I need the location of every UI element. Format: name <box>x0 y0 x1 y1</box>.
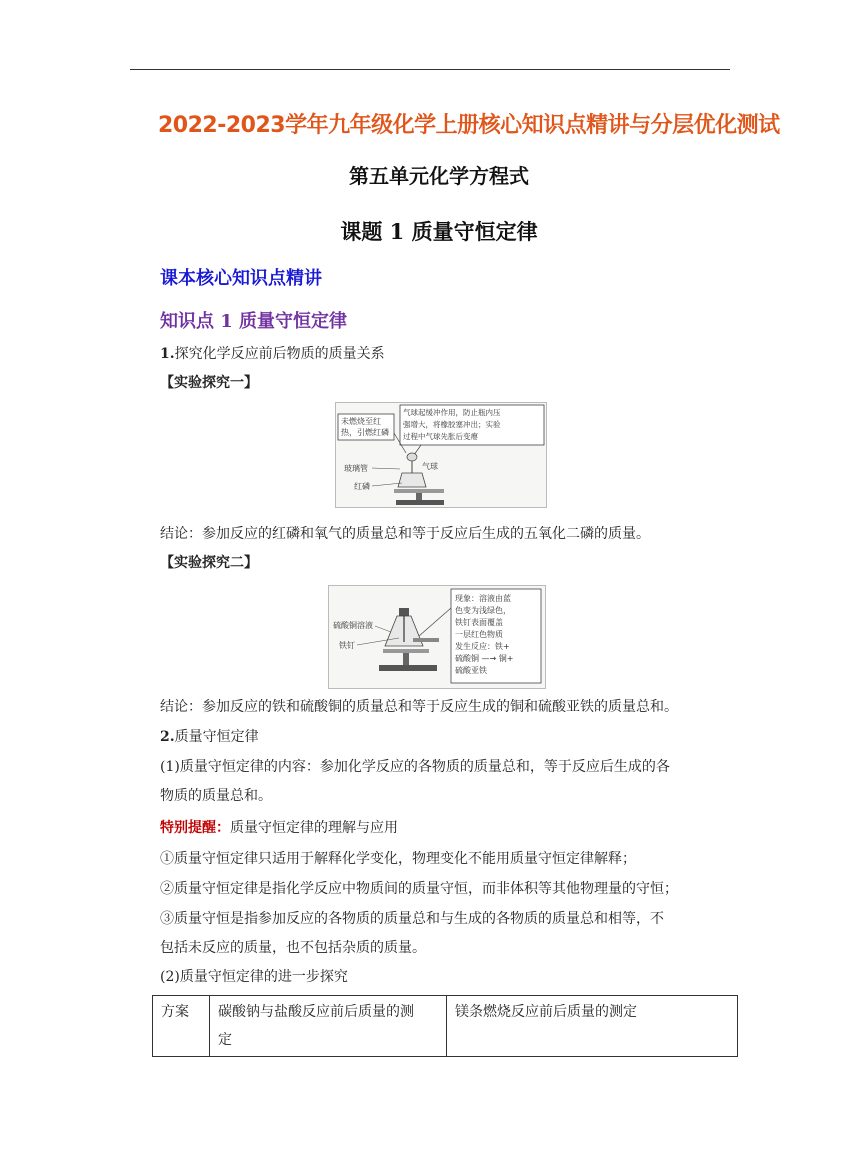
special-reminder-label: 特别提醒： <box>160 820 230 836</box>
reminder-point-3-line2: 包括未反应的质量，也不包括杂质的质量。 <box>160 940 426 956</box>
reminder-point-2: ②质量守恒定律是指化学反应中物质间的质量守恒，而非体积等其他物理量的守恒； <box>160 881 678 897</box>
reminder-point-3-line1: ③质量守恒是指参加反应的各物质的质量总和与生成的各物质的质量总和相等，不 <box>160 911 664 927</box>
fig1-left-callout-line2: 热，引燃红磷 <box>341 428 389 437</box>
reminder-point-1: ①质量守恒定律只适用于解释化学变化，物理变化不能用质量守恒定律解释； <box>160 851 636 867</box>
fig1-right-callout-line3: 过程中气球先胀后变瘪 <box>403 432 478 441</box>
table-cell-na2co3-line2: 定 <box>218 1032 232 1048</box>
table-cell-mg: 镁条燃烧反应前后质量的测定 <box>447 996 738 1057</box>
fig1-right-callout-line2: 强增大，将橡胶塞冲出；实验 <box>403 420 501 429</box>
fig1-flask-shape <box>398 473 426 487</box>
law-content-line2: 物质的质量总和。 <box>160 788 272 804</box>
fig1-red-p-label: 红磷 <box>354 482 370 491</box>
document-main-title: 2022-2023学年九年级化学上册核心知识点精讲与分层优化测试 <box>158 113 780 138</box>
unit-title: 第五单元化学方程式 <box>349 164 529 188</box>
fig2-callout-line3: 铁钉表面覆盖 <box>455 618 503 627</box>
experiment-2-label: 【实验探究二】 <box>160 555 258 571</box>
experiment-1-conclusion: 结论：参加反应的红磷和氧气的质量总和等于反应后生成的五氧化二磷的质量。 <box>160 526 650 542</box>
fig2-cuso4-label: 硫酸铜溶液 <box>333 621 373 630</box>
item-2 <box>160 727 259 747</box>
fig1-balloon-label: 气球 <box>422 462 438 471</box>
fig2-balance-base <box>379 665 437 671</box>
fig1-right-callout-line1: 气球起缓冲作用，防止瓶内压 <box>403 408 501 417</box>
scheme-table <box>152 995 738 1057</box>
table-cell-scheme: 方案 <box>153 996 210 1057</box>
fig1-balance-pan <box>394 489 444 493</box>
item-2-text: 质量守恒定律 <box>174 729 259 745</box>
experiment-1-figure <box>335 402 547 508</box>
section-heading: 课本核心知识点精讲 <box>160 268 322 289</box>
fig2-callout-line2: 色变为浅绿色， <box>455 606 511 615</box>
fig2-nail-label: 铁钉 <box>339 641 355 650</box>
experiment-2-conclusion: 结论：参加反应的铁和硫酸铜的质量总和等于反应生成的铜和硫酸亚铁的质量总和。 <box>160 699 678 715</box>
table-cell-na2co3 <box>210 996 447 1057</box>
table-cell-na2co3-line1: 碳酸钠与盐酸反应前后质量的测 <box>218 1004 414 1020</box>
item-2-number: 2. <box>160 729 175 745</box>
table-row <box>153 996 738 1057</box>
fig2-callout-line7: 硫酸亚铁 <box>455 666 487 675</box>
header-rule <box>130 69 730 70</box>
special-reminder <box>160 818 398 838</box>
item-1-number: 1. <box>160 346 175 362</box>
fig1-glass-tube-label: 玻璃管 <box>344 464 368 473</box>
experiment-2-figure <box>328 585 546 689</box>
item-1-text: 探究化学反应前后物质的质量关系 <box>174 346 385 362</box>
lesson-title: 课题 1 质量守恒定律 <box>340 219 538 244</box>
special-reminder-text: 质量守恒定律的理解与应用 <box>230 820 398 836</box>
further-exploration-heading: (2)质量守恒定律的进一步探究 <box>160 969 348 985</box>
fig2-balance-pan <box>383 649 429 653</box>
item-1 <box>160 344 385 364</box>
law-content-line1: (1)质量守恒定律的内容：参加化学反应的各物质的质量总和，等于反应后生成的各 <box>160 759 670 775</box>
fig2-callout-line6: 硫酸铜 —→ 铜+ <box>455 654 514 663</box>
fig2-callout-line5: 发生反应：铁+ <box>455 642 510 651</box>
fig1-balance-base <box>396 500 444 505</box>
fig2-callout-line4: 一层红色物质 <box>455 630 503 639</box>
fig1-balloon-shape <box>407 453 417 461</box>
fig1-left-callout-line1: 未燃烧至红 <box>341 417 381 426</box>
fig2-callout-line1: 现象：溶液由蓝 <box>455 594 511 603</box>
knowledge-point-heading: 知识点 1 质量守恒定律 <box>160 311 348 332</box>
experiment-1-label: 【实验探究一】 <box>160 375 258 391</box>
